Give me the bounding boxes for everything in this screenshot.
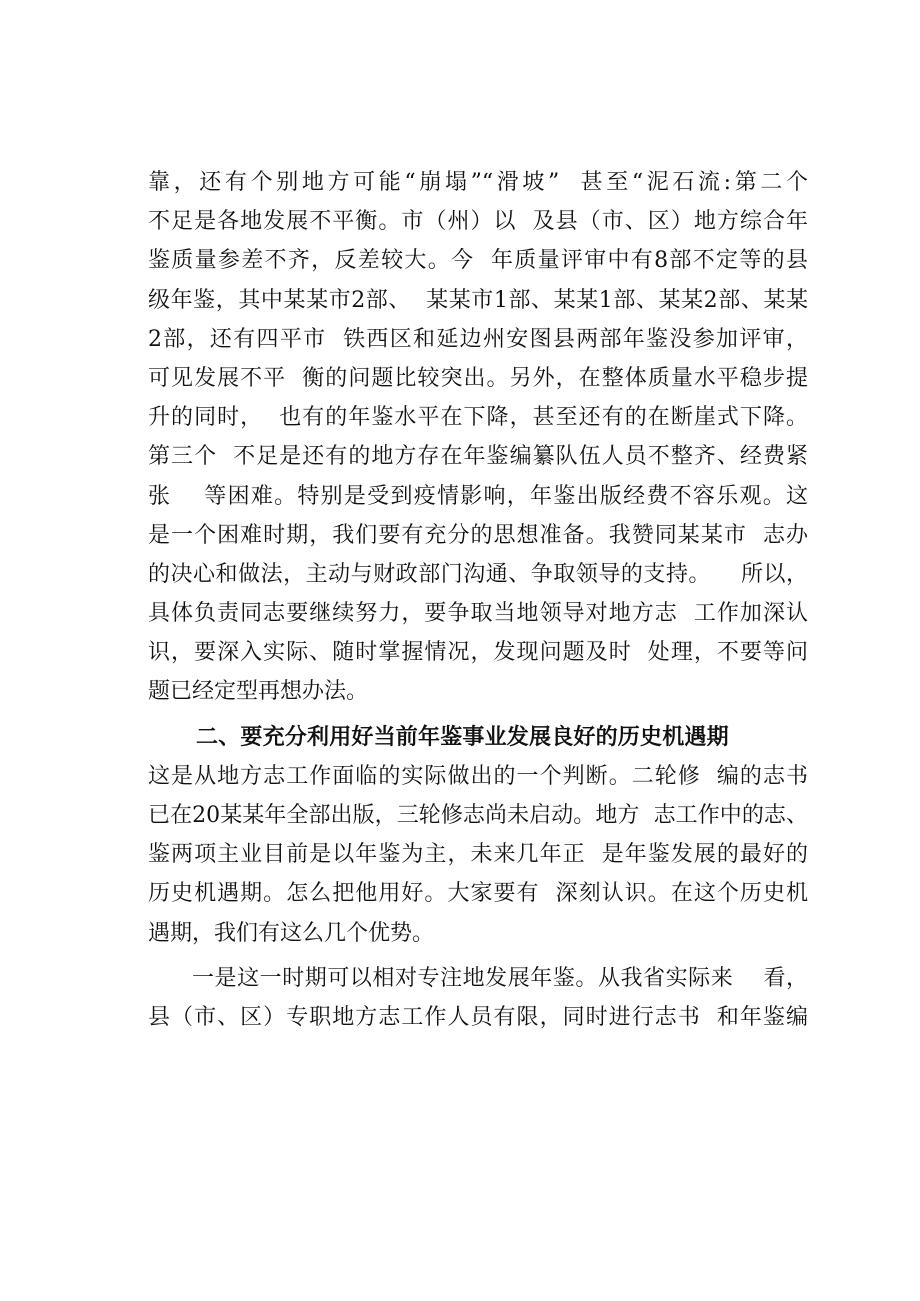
document-body (148, 163, 808, 1037)
text-line: 第三个 不足是还有的地方存在年鉴编纂队伍人员不整齐、经费紧 (148, 444, 808, 470)
text-line: 县（市、区）专职地方志工作人员有限，同时进行志书 和年鉴编 (148, 1004, 808, 1030)
text-line: 鉴质量参差不齐，反差较大。今 年质量评审中有8部不定等的县 (148, 248, 808, 274)
text-line: 不足是各地发展不平衡。市（州）以 及县（市、区）地方综合年 (148, 209, 808, 235)
text-line: 题已经定型再想办法。 (148, 679, 369, 705)
text-line: 可见发展不平 衡的问题比较突出。另外，在整体质量水平稳步提 (148, 365, 808, 391)
text-line: 一是这一时期可以相对专注地发展年鉴。从我省实际来 看， (192, 965, 808, 991)
text-line: 具体负责同志要继续努力，要争取当地领导对地方志 工作加深认 (148, 601, 808, 627)
paragraph (148, 163, 808, 712)
section-heading: 二、要充分利用好当前年鉴事业发展良好的历史机遇期 (196, 724, 729, 750)
text-line: 是一个困难时期，我们要有充分的思想准备。我赞同某某市 志办 (148, 522, 808, 548)
text-line: 识，要深入实际、随时掌握情况，发现问题及时 处理，不要等问 (148, 640, 808, 666)
paragraph (148, 959, 808, 1037)
paragraph (148, 757, 808, 953)
text-line: 历史机遇期。怎么把他用好。大家要有 深刻认识。在这个历史机 (148, 881, 808, 907)
text-line: 级年鉴，其中某某市2部、 某某市1部、某某1部、某某2部、某某 (148, 287, 808, 313)
text-line: 已在20某某年全部出版，三轮修志尚未启动。地方 志工作中的志、 (148, 803, 808, 828)
text-line: 2部，还有四平市 铁西区和延边州安图县两部年鉴没参加评审， (148, 326, 808, 352)
text-line: 张 等困难。特别是受到疫情影响，年鉴出版经费不容乐观。这 (148, 483, 808, 509)
text-line: 遇期，我们有这么几个优势。 (148, 920, 435, 946)
text-line: 的决心和做法，主动与财政部门沟通、争取领导的支持。 所以， (148, 561, 808, 587)
text-line: 这是从地方志工作面临的实际做出的一个判断。二轮修 编的志书 (148, 763, 808, 789)
text-line: 升的同时， 也有的年鉴水平在下降，甚至还有的在断崖式下降。 (148, 405, 808, 431)
text-line: 鉴两项主业目前是以年鉴为主，未来几年正 是年鉴发展的最好的 (148, 842, 808, 868)
text-line: 靠，还有个别地方可能“崩塌”“滑坡” 甚至“泥石流:第二个 (148, 170, 808, 195)
